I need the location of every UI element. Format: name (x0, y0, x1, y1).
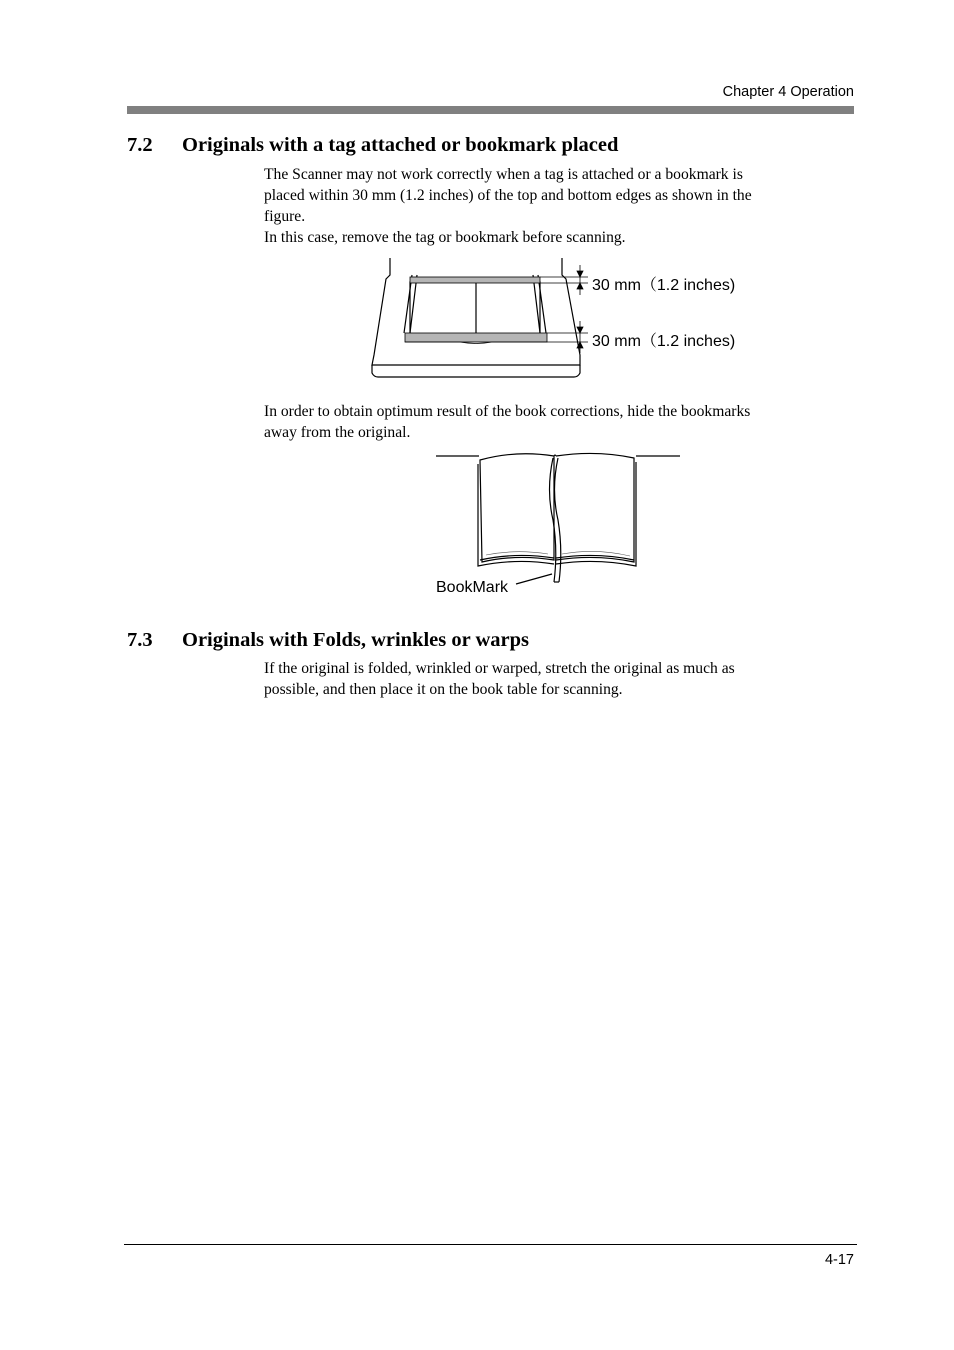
book-bookmark-figure (436, 450, 682, 590)
text-line: In this case, remove the tag or bookmark before scanning. (264, 229, 626, 246)
page-number: 4-17 (824, 1252, 854, 1268)
text-line: If the original is folded, wrinkled or warped, stretch the original as much as (264, 660, 735, 677)
paragraph-bookmark-hint (264, 401, 834, 443)
text-line: placed within 30 mm (1.2 inches) of the top and bottom edges as shown in the (264, 187, 752, 204)
top-margin-label: 30 mm（1.2 inches) (592, 277, 736, 294)
text-line: possible, and then place it on the book table for scanning. (264, 681, 623, 698)
paragraph-tag-warning (264, 164, 834, 248)
section-heading-7-3 (127, 629, 529, 652)
text-line: The Scanner may not work correctly when a tag is attached or a bookmark is (264, 166, 743, 183)
chapter-header: Chapter 4 Operation (722, 84, 854, 100)
paragraph-folds (264, 658, 834, 700)
section-number: 7.2 (127, 134, 153, 156)
section-heading-7-2 (127, 134, 618, 157)
scanner-figure (360, 255, 600, 385)
text-line: figure. (264, 208, 306, 225)
header-bar (127, 106, 854, 114)
footer-rule (124, 1244, 857, 1245)
bottom-margin-label: 30 mm（1.2 inches) (592, 333, 736, 350)
bookmark-label: BookMark (436, 579, 509, 596)
section-title: Originals with a tag attached or bookmark placed (182, 134, 619, 156)
section-title: Originals with Folds, wrinkles or warps (182, 629, 530, 651)
text-line: In order to obtain optimum result of the book corrections, hide the bookmarks (264, 403, 751, 420)
section-number: 7.3 (127, 629, 153, 651)
text-line: away from the original. (264, 424, 411, 441)
